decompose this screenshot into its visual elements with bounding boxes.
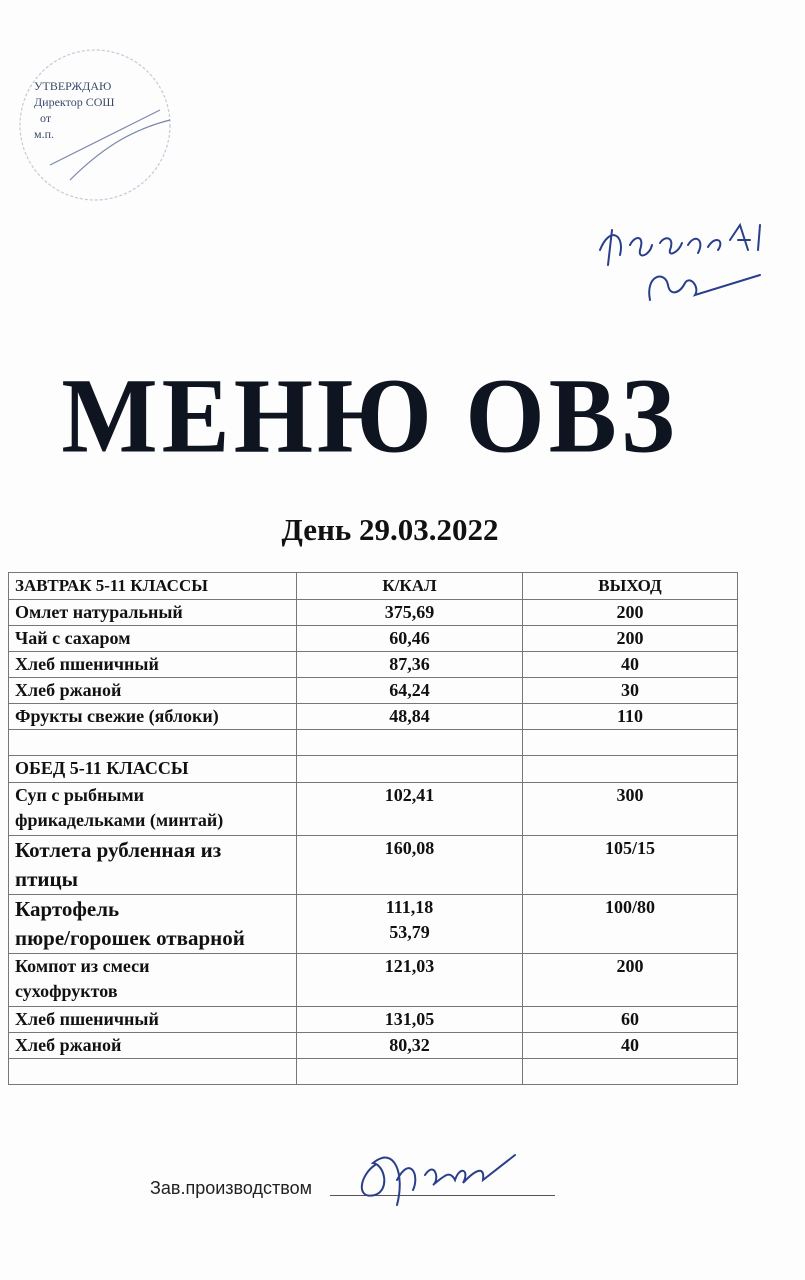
table-header-row <box>9 573 738 600</box>
menu-date: День 29.03.2022 <box>281 512 499 547</box>
footer-label: Зав.производством <box>150 1178 312 1198</box>
dish-output: 100/80 <box>523 895 738 954</box>
table-row <box>9 895 738 954</box>
dish-output: 30 <box>523 678 738 704</box>
dish-kcal: 48,84 <box>297 704 523 730</box>
dish-name: Хлеб ржаной <box>9 1033 297 1059</box>
dish-kcal: 64,24 <box>297 678 523 704</box>
dish-name-line1: Суп с рыбными <box>15 785 145 805</box>
approval-block <box>34 78 114 142</box>
dish-kcal: 87,36 <box>297 652 523 678</box>
dish-output: 105/15 <box>523 836 738 895</box>
dish-name-line1: Картофель <box>15 897 120 921</box>
dish-kcal <box>297 895 523 954</box>
page-title: МЕНЮ ОВЗ <box>61 357 679 476</box>
dish-kcal: 80,32 <box>297 1033 523 1059</box>
dish-kcal-line1: 111,18 <box>385 897 434 917</box>
table-row <box>9 783 738 836</box>
table-row <box>9 1007 738 1033</box>
table-row <box>9 652 738 678</box>
dish-name <box>9 954 297 1007</box>
dish-name-line2: птицы <box>15 867 79 891</box>
breakfast-section-header: ЗАВТРАК 5-11 КЛАССЫ <box>9 573 297 600</box>
approval-seal-place: м.п. <box>34 127 55 141</box>
dish-name: Хлеб ржаной <box>9 678 297 704</box>
lunch-section-row <box>9 756 738 783</box>
dish-name-line1: Котлета рубленная из <box>15 838 222 862</box>
dish-name: Чай с сахаром <box>9 626 297 652</box>
dish-name <box>9 836 297 895</box>
dish-kcal: 131,05 <box>297 1007 523 1033</box>
dish-output: 200 <box>523 600 738 626</box>
table-row <box>9 836 738 895</box>
table-row <box>9 678 738 704</box>
dish-name: Хлеб пшеничный <box>9 652 297 678</box>
table-row <box>9 1033 738 1059</box>
dish-output: 300 <box>523 783 738 836</box>
table-row <box>9 704 738 730</box>
dish-output: 200 <box>523 954 738 1007</box>
dish-name-line2: пюре/горошек отварной <box>15 926 245 950</box>
table-row <box>9 954 738 1007</box>
kcal-column-header: К/КАЛ <box>297 573 523 600</box>
dish-kcal-line2: 53,79 <box>389 922 430 942</box>
approval-title: УТВЕРЖДАЮ <box>34 79 112 93</box>
blank-row <box>9 730 738 756</box>
handwritten-signature-bottom <box>335 1135 535 1215</box>
output-column-header: ВЫХОД <box>523 573 738 600</box>
dish-name: Фрукты свежие (яблоки) <box>9 704 297 730</box>
dish-name-line2: фрикадельками (минтай) <box>15 810 224 830</box>
dish-name <box>9 783 297 836</box>
lunch-section-header: ОБЕД 5-11 КЛАССЫ <box>9 756 297 783</box>
menu-table <box>8 572 738 1085</box>
dish-output: 40 <box>523 1033 738 1059</box>
dish-name-line1: Компот из смеси <box>15 956 150 976</box>
approval-position: Директор СОШ <box>34 95 115 109</box>
dish-output: 40 <box>523 652 738 678</box>
dish-kcal: 375,69 <box>297 600 523 626</box>
table-row <box>9 600 738 626</box>
dish-kcal: 102,41 <box>297 783 523 836</box>
blank-row <box>9 1059 738 1085</box>
dish-kcal: 121,03 <box>297 954 523 1007</box>
dish-name: Омлет натуральный <box>9 600 297 626</box>
dish-output: 60 <box>523 1007 738 1033</box>
dish-name <box>9 895 297 954</box>
dish-kcal: 160,08 <box>297 836 523 895</box>
table-row <box>9 626 738 652</box>
dish-output: 200 <box>523 626 738 652</box>
approval-date: от <box>40 111 52 125</box>
dish-kcal: 60,46 <box>297 626 523 652</box>
dish-output: 110 <box>523 704 738 730</box>
dish-name-line2: сухофруктов <box>15 981 118 1001</box>
dish-name: Хлеб пшеничный <box>9 1007 297 1033</box>
handwritten-signature-top <box>590 205 790 315</box>
